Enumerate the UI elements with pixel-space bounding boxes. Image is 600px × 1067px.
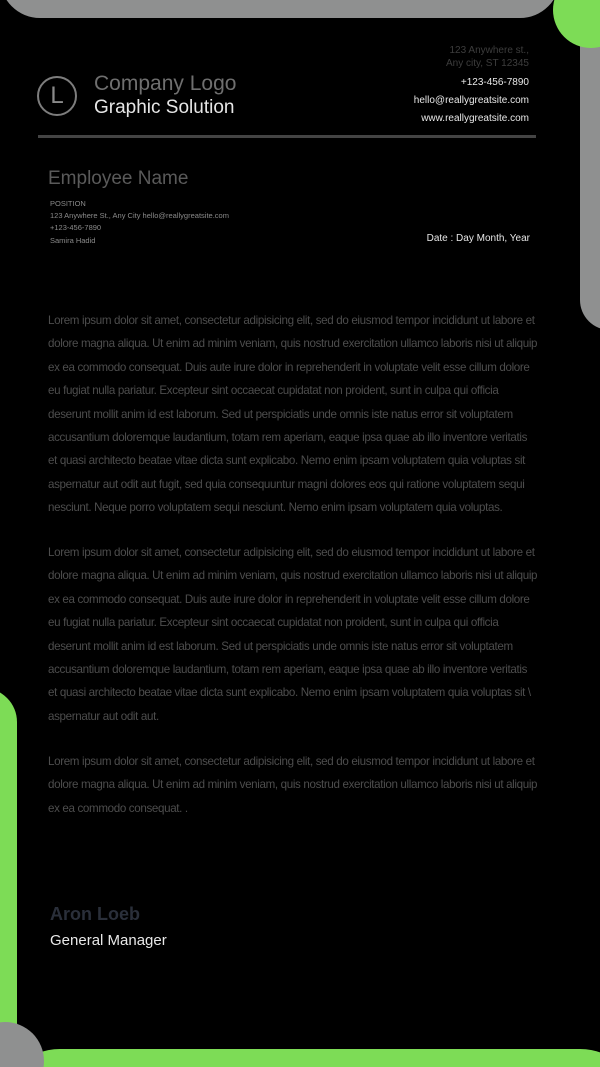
company-tagline: Graphic Solution <box>94 97 235 118</box>
letter-date: Date : Day Month, Year <box>426 233 530 244</box>
company-logo-text: Company Logo <box>94 72 237 95</box>
top-grey-band <box>0 0 560 18</box>
employee-name: Employee Name <box>48 168 189 189</box>
bottom-left-grey-circle <box>0 1022 44 1067</box>
company-website: www.reallygreatsite.com <box>421 113 529 124</box>
logo-icon: L <box>37 76 77 116</box>
employee-signatory: Samira Hadid <box>50 236 96 245</box>
left-green-band <box>0 688 17 1067</box>
signer-title: General Manager <box>50 932 167 949</box>
body-paragraph-1: Lorem ipsum dolor sit amet, consectetur adipisicing elit, sed do eiusmod tempor incididunt ut labore et dolore magna aliqua. Ut enim ad minim veniam, quis nostrud exercitation ullamco laboris nisi ut aliquip ex ea commodo consequat. Duis aute irure dolor in reprehenderit in voluptate velit esse cillum dolore eu fugiat nulla pariatur. Excepteur sint occaecat cupidatat non proident, sunt in culpa qui officia deserunt mollit anim id est laborum. Sed ut perspiciatis unde omnis iste natus error sit voluptatem accusantium doloremque laudantium, totam rem aperiam, eaque ipsa quae ab illo inventore veritatis et quasi architecto beatae vitae dicta sunt explicabo. Nemo enim ipsam voluptatem quia voluptas sit aspernatur aut odit aut fugit, sed quia consequuntur magni dolores eos qui ratione voluptatem sequi nesciunt. Neque porro voluptatem sequi nesciunt. Nemo enim ipsam voluptatem quia voluptas. <box>48 314 538 515</box>
signer-name: Aron Loeb <box>50 904 140 924</box>
company-address-line2: Any city, ST 12345 <box>445 58 529 69</box>
header-divider <box>38 135 536 138</box>
right-grey-band <box>580 18 600 330</box>
company-phone: +123-456-7890 <box>460 77 529 88</box>
employee-position: POSITION <box>50 199 86 208</box>
body-paragraph-2: Lorem ipsum dolor sit amet, consectetur adipisicing elit, sed do eiusmod tempor incididunt ut labore et dolore magna aliqua. Ut enim ad minim veniam, quis nostrud exercitation ullamco laboris nisi ut aliquip ex ea commodo consequat. Duis aute irure dolor in reprehenderit in voluptate velit esse cillum dolore eu fugiat nulla pariatur. Excepteur sint occaecat cupidatat non proident, sunt in culpa qui officia deserunt mollit anim id est laborum. Sed ut perspiciatis unde omnis iste natus error sit voluptatem accusantium doloremque laudantium, totam rem aperiam, eaque ipsa quae ab illo inventore veritatis et quasi architecto beatae vitae dicta sunt explicabo. Nemo enim ipsam voluptatem quia voluptas sit \ aspernatur aut odit aut. <box>48 546 538 723</box>
company-address-line1: 123 Anywhere st., <box>449 45 529 56</box>
body-paragraph-3: Lorem ipsum dolor sit amet, consectetur adipisicing elit, sed do eiusmod tempor incididunt ut labore et dolore magna aliqua. Ut enim ad minim veniam, quis nostrud exercitation ullamco laboris nisi ut aliquip ex ea commodo consequat. . <box>48 755 538 815</box>
bottom-green-band <box>0 1049 600 1067</box>
company-email: hello@reallygreatsite.com <box>413 95 529 106</box>
employee-phone: +123-456-7890 <box>50 223 102 232</box>
employee-address-email: 123 Anywhere St., Any City hello@reallygreatsite.com <box>50 211 229 220</box>
